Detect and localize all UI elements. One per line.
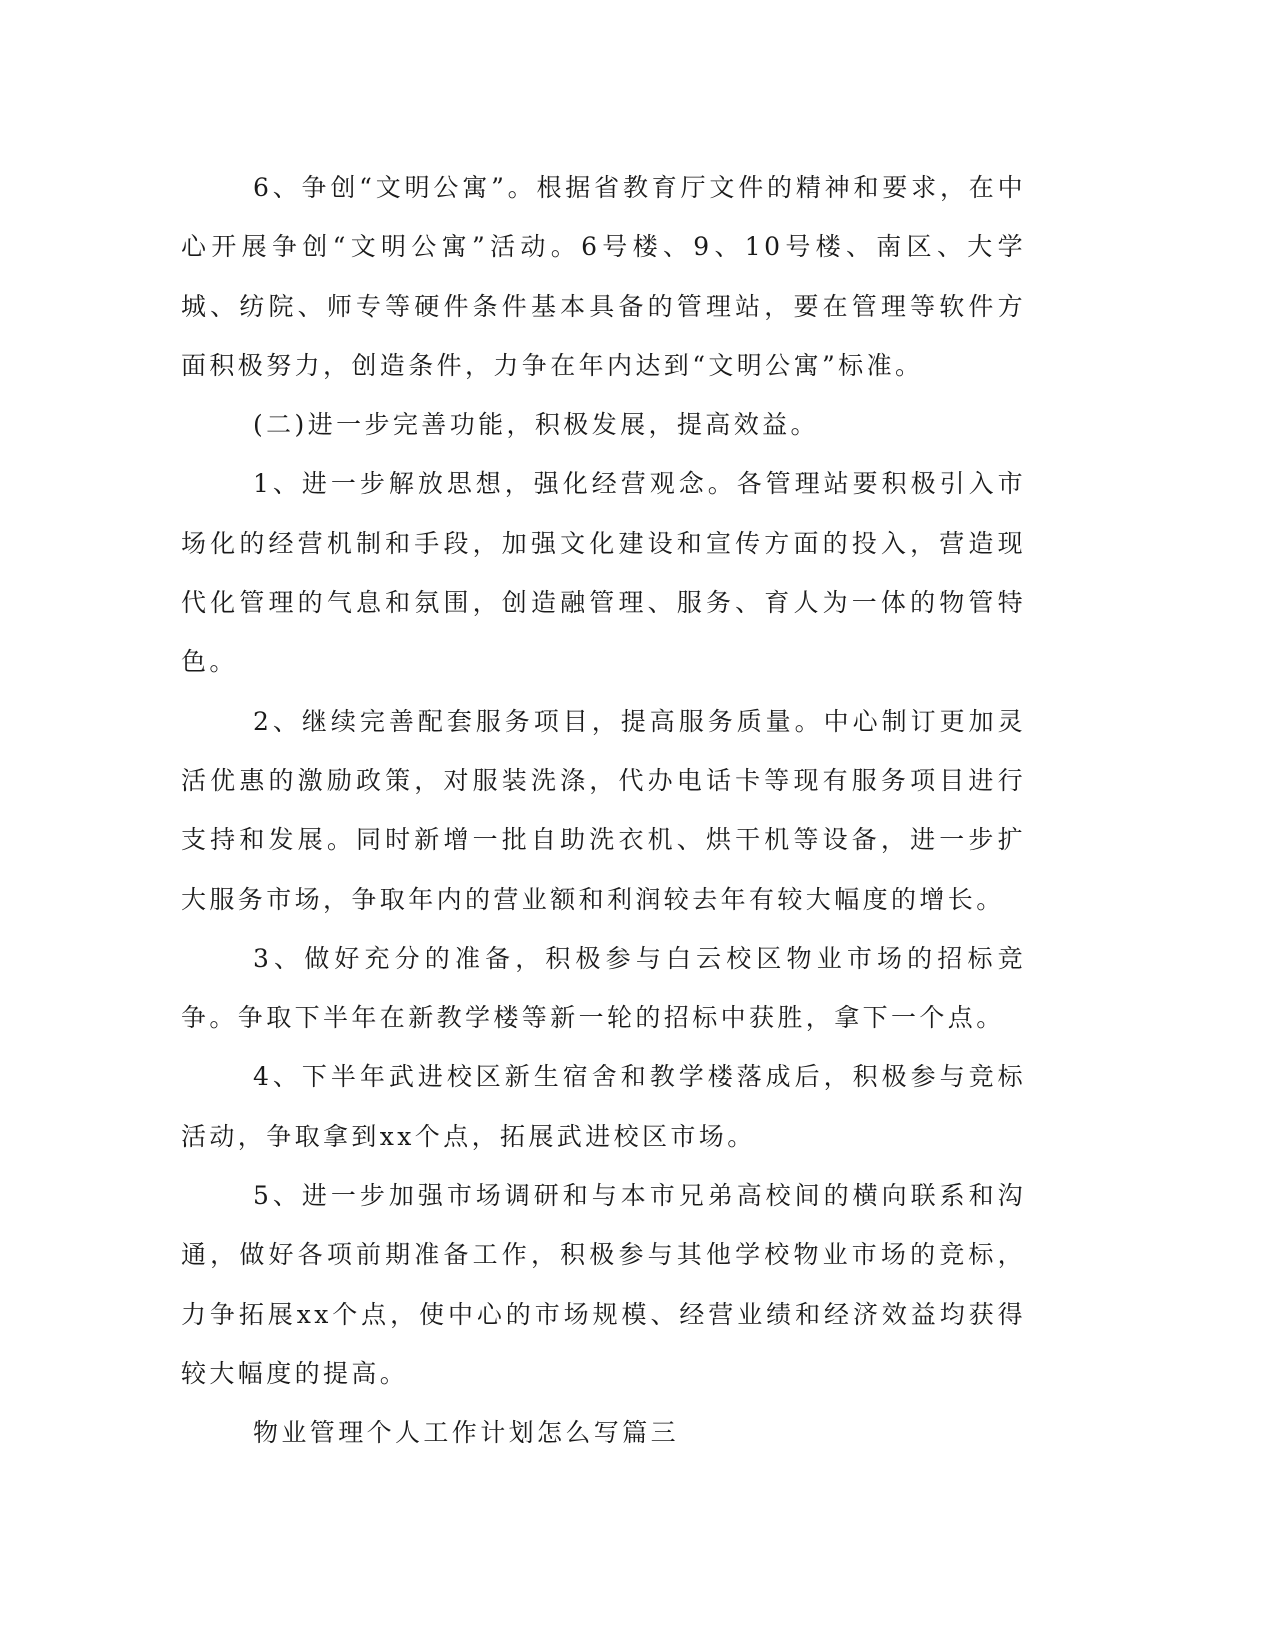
paragraph-section-two-title: (二)进一步完善功能，积极发展，提高效益。 bbox=[253, 410, 819, 440]
paragraph-wenming-gongyu: 6、争创“文明公寓”。根据省教育厅文件的精神和要求，在中心开展争创“文明公寓”活动。6号楼、9、10号楼、南区、大学城、纺院、师专等硬件条件基本具备的管理站，要在管理等软件方面积极努力，创造条件，力争在年内达到“文明公寓”标准。 bbox=[181, 173, 1026, 380]
paragraph-item-1: 1、进一步解放思想，强化经营观念。各管理站要积极引入市场化的经营机制和手段，加强文化建设和宣传方面的投入，营造现代化管理的气息和氛围，创造融管理、服务、育人为一体的物管特色。 bbox=[181, 469, 1026, 677]
paragraph-item-5: 5、进一步加强市场调研和与本市兄弟高校间的横向联系和沟通，做好各项前期准备工作，积极参与其他学校物业市场的竞标，力争拓展xx个点，使中心的市场规模、经营业绩和经济效益均获得较大幅度的提高。 bbox=[181, 1181, 1026, 1388]
paragraph-item-2: 2、继续完善配套服务项目，提高服务质量。中心制订更加灵活优惠的激励政策，对服装洗涤，代办电话卡等现有服务项目进行支持和发展。同时新增一批自助洗衣机、烘干机等设备，进一步扩大服务市场，争取年内的营业额和利润较去年有较大幅度的增长。 bbox=[181, 706, 1026, 914]
paragraph-item-4: 4、下半年武进校区新生宿舍和教学楼落成后，积极参与竞标活动，争取拿到xx个点，拓展武进校区市场。 bbox=[181, 1062, 1026, 1151]
document-body bbox=[181, 158, 1026, 1463]
paragraph-item-3: 3、做好充分的准备，积极参与白云校区物业市场的招标竞争。争取下半年在新教学楼等新一轮的招标中获胜，拿下一个点。 bbox=[181, 943, 1026, 1033]
section-heading: 物业管理个人工作计划怎么写篇三 bbox=[253, 1418, 680, 1448]
